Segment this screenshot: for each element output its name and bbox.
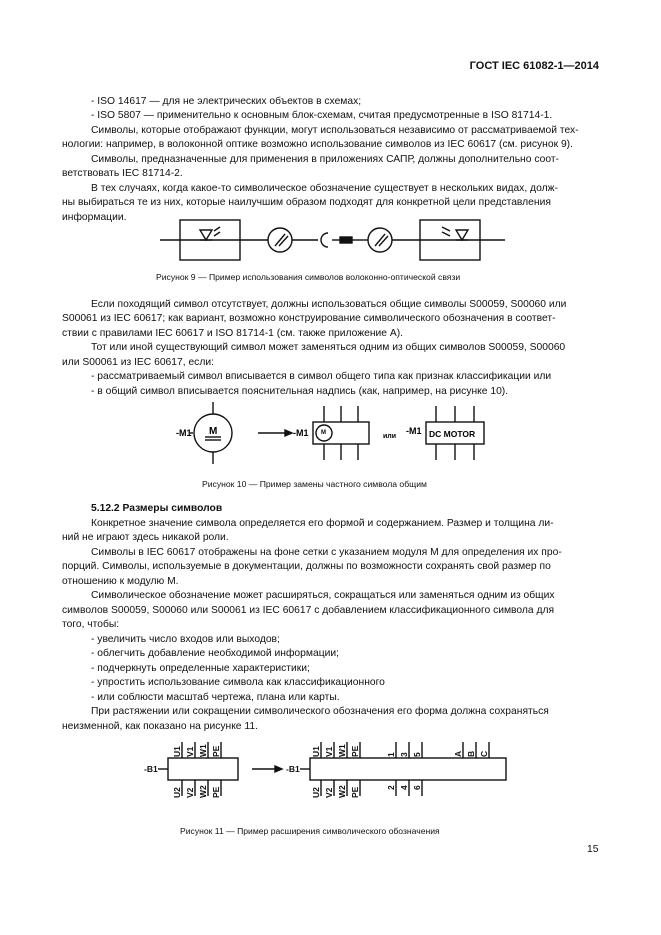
text-line: - ISO 14617 — для не электрических объектов в схемах;	[91, 96, 362, 107]
text-line: порций. Символы, используемые в документации, должны по возможности сохранять свой размер по	[62, 561, 551, 572]
text-line: При растяжении или сокращении символического обозначения его форма должна сохраняться	[91, 706, 549, 717]
pin-label: W1	[198, 744, 208, 757]
dc-motor-label: DC MOTOR	[429, 429, 476, 439]
text-line: - в общий символ вписывается пояснительная надпись (как, например, на рисунке 10).	[91, 386, 509, 397]
figure-10-motor-diagram	[170, 398, 500, 468]
pin-label: V2	[185, 787, 195, 798]
figure-10-caption: Рисунок 10 — Пример замены частного символа общим	[202, 479, 427, 489]
pin-label: 2	[386, 785, 396, 790]
text-line: - рассматриваемый символ вписывается в символ общего типа как признак классификации или	[91, 371, 552, 382]
label-m1: -M1	[406, 426, 422, 436]
text-line: ны выбираться те из них, которые наилучшим образом подходят для конкретной цели представления	[62, 197, 551, 208]
pin-label: PE	[211, 745, 221, 757]
text-line: ствии с правилами IEC 60617 и ISO 81714-1 (см. также приложение А).	[62, 328, 404, 339]
pin-label: PE	[350, 786, 360, 798]
list-item: - упростить использование символа как классификационного	[91, 677, 385, 688]
text-line: ветствовать IEC 81714-2.	[62, 168, 183, 179]
figure-11-caption: Рисунок 11 — Пример расширения символического обозначения	[180, 826, 440, 836]
pin-label: B	[466, 750, 476, 757]
label-m1: -M1	[176, 428, 192, 438]
label-b1: -B1	[286, 764, 300, 774]
list-item: - облегчить добавление необходимой информации;	[91, 648, 339, 659]
pin-label: 6	[412, 785, 422, 790]
or-word: или	[383, 433, 397, 440]
figure-11-expansion-diagram	[140, 728, 520, 814]
text-line: Символы в IEC 60617 отображены на фоне сетки с указанием модуля М для определения их про-	[91, 547, 562, 558]
text-line: Если походящий символ отсутствует, должны использоваться общие символы S00059, S00060 или	[91, 299, 567, 310]
text-line: S00061 из IEC 60617; как вариант, возможно конструирование символического обозначения в соответ-	[62, 313, 556, 324]
small-general-symbol	[168, 758, 238, 780]
pin-label: V1	[185, 746, 195, 757]
label-m1: -M1	[293, 428, 309, 438]
pin-label: 5	[412, 752, 422, 757]
label-b1: -B1	[144, 764, 158, 774]
motor-letter: M	[209, 426, 218, 437]
document-header: ГОСТ IEC 61082-1—2014	[469, 60, 599, 72]
text-line: неизменной, как показано на рисунке 11.	[62, 721, 258, 732]
pin-label: W2	[198, 785, 208, 798]
list-item: - подчеркнуть определенные характеристики;	[91, 663, 310, 674]
list-item: - или соблюсти масштаб чертежа, плана или карты.	[91, 692, 340, 703]
pin-label: PE	[350, 745, 360, 757]
text-line: информации.	[62, 212, 127, 223]
expanded-general-symbol	[310, 758, 506, 780]
pin-label: U2	[311, 787, 321, 798]
pin-label: 3	[399, 752, 409, 757]
text-line: Символы, которые отображают функции, могут использоваться независимо от рассматриваемой тех-	[91, 125, 579, 136]
pin-label: C	[479, 750, 489, 757]
pin-label: 4	[399, 785, 409, 790]
text-line: В тех случаях, когда какое-то символическое обозначение существует в нескольких видах, долж-	[91, 183, 558, 194]
text-line: Символическое обозначение может расширяться, сокращаться или заменяться одним из общих	[91, 590, 555, 601]
pin-label: V1	[324, 746, 334, 757]
pin-label: U1	[172, 746, 182, 757]
pin-label: W2	[337, 785, 347, 798]
pin-label: U2	[172, 787, 182, 798]
pin-label: A	[453, 750, 463, 757]
text-line: Конкретное значение символа определяется его формой и содержанием. Размер и толщина ли-	[91, 518, 554, 529]
text-line: нологии: например, в волоконной оптике возможно использование символов из IEC 60617 (см. рисунок 9).	[62, 139, 573, 150]
pin-label: PE	[211, 786, 221, 798]
text-line: Тот или иной существующий символ может заменяться одним из общих символов S00059, S00060	[91, 342, 566, 353]
text-line: отношению к модулю М.	[62, 576, 179, 587]
text-line: символов S00059, S00060 или S00061 из IEC 60617 с добавлением классификационного символа для	[62, 605, 555, 616]
pin-label: U1	[311, 746, 321, 757]
section-heading: 5.12.2 Размеры символов	[91, 503, 223, 514]
text-line: - ISO 5807 — применительно к основным блок-схемам, считая предусмотренные в ISO 81714-1.	[91, 110, 553, 121]
pin-label: V2	[324, 787, 334, 798]
figure-9-caption: Рисунок 9 — Пример использования символов волоконно-оптической связи	[156, 272, 461, 282]
text-line: или S00061 из IEC 60617, если:	[62, 357, 214, 368]
text-line: того, чтобы:	[62, 619, 120, 630]
motor-letter-small: M	[321, 430, 326, 436]
page-number: 15	[587, 844, 599, 855]
text-line: Символы, предназначенные для применения в приложениях САПР, должны дополнительно соот-	[91, 154, 559, 165]
figure-9-fiber-optic-diagram	[160, 215, 520, 265]
photodiode-icon	[200, 230, 212, 240]
text-line: ний не играют здесь никакой роли.	[62, 532, 229, 543]
connector-icon	[321, 233, 328, 247]
pin-label: W1	[337, 744, 347, 757]
list-item: - увеличить число входов или выходов;	[91, 634, 280, 645]
pin-label: 1	[386, 752, 396, 757]
